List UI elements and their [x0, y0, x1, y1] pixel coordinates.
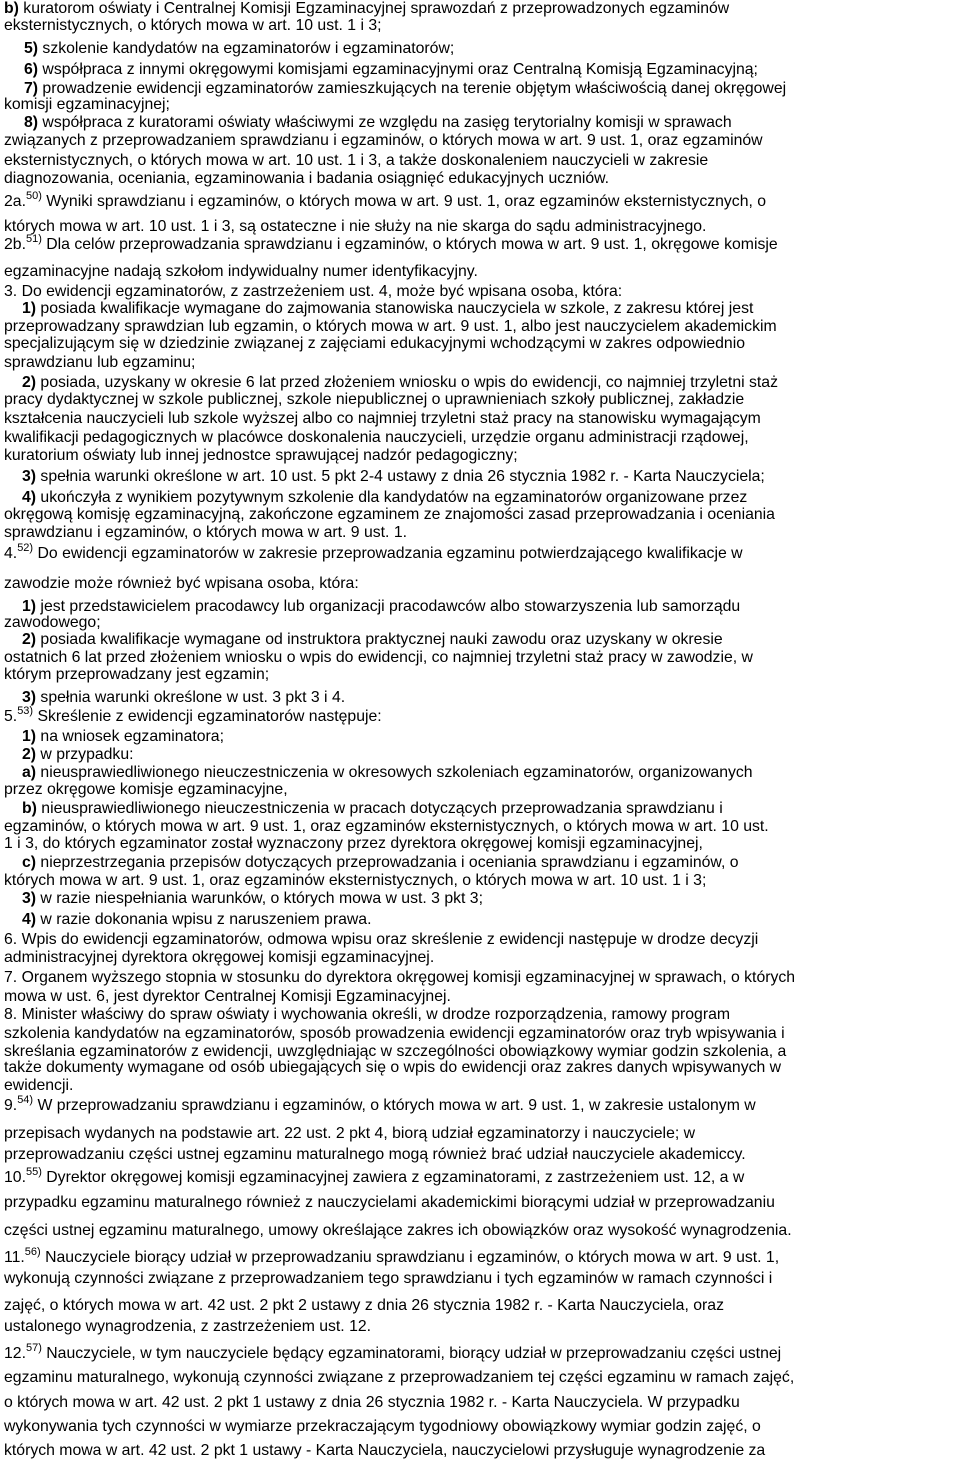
- line-text: Nauczyciele, w tym nauczyciele będący egzaminatorami, biorący udział w przeprowadzaniu części ustnej: [41, 1345, 782, 1362]
- line-text: części ustnej egzaminu maturalnego, umowy określające zakres ich obowiązków oraz wysokość wynagrodzenia.: [4, 1222, 792, 1239]
- text-line: [22, 374, 778, 392]
- text-line: [4, 17, 382, 35]
- item-marker: 4): [22, 489, 37, 506]
- text-line: [24, 114, 732, 132]
- item-marker: b): [4, 0, 19, 17]
- item-marker: c): [22, 854, 37, 871]
- line-text: kwalifikacji pedagogicznych w placówce doskonalenia nauczycieli, urzędzie organu administracji rządowej,: [4, 429, 749, 446]
- text-line: [4, 949, 434, 967]
- line-text: administracyjnej dyrektora okręgowej komisji egzaminacyjnej.: [4, 949, 435, 966]
- text-line: [4, 835, 703, 853]
- line-text: 7. Organem wyższego stopnia w stosunku do dyrektora okręgowej komisji egzaminacyjnej w sprawach, o których: [4, 969, 796, 986]
- text-line: [22, 631, 723, 649]
- line-text: szkolenia kandydatów na egzaminatorów, sposób prowadzenia ewidencji egzaminatorów oraz tryb wpisywania i: [4, 1025, 785, 1042]
- line-text: których mowa w art. 10 ust. 1 i 3, są ostateczne i nie służy na nie skarga do sądu administracyjnego.: [4, 218, 707, 235]
- text-line: [4, 318, 777, 336]
- line-text: egzaminu maturalnego, wykonują czynności związane z przeprowadzaniem tej części egzaminu w ramach zajęć,: [4, 1369, 795, 1386]
- line-text: związanych z przeprowadzaniem sprawdzianu i egzaminów, o których mowa w art. 9 ust. 1, oraz egzaminów: [4, 132, 763, 149]
- line-text: jest przedstawicielem pracodawcy lub organizacji pracodawców albo stowarzyszenia lub samorządu: [36, 598, 741, 615]
- line-text: kuratorom oświaty i Centralnej Komisji Egzaminacyjnej sprawozdań z przeprowadzonych egzaminów: [18, 0, 730, 17]
- text-line: [4, 1222, 792, 1240]
- text-line: [4, 1297, 724, 1315]
- line-text: kuratorium oświaty lub innej jednostce sprawującej nadzór pedagogiczny;: [4, 447, 518, 464]
- line-text: kształcenia nauczycieli lub szkole wyższej albo co najmniej trzyletni staż pracy na stanowisku wymagającym: [4, 410, 761, 427]
- text-line: [4, 391, 744, 409]
- text-line: [4, 1442, 765, 1460]
- line-text: szkolenie kandydatów na egzaminatorów i egzaminatorów;: [38, 40, 455, 57]
- text-line: [22, 728, 224, 746]
- text-line: [4, 1166, 745, 1187]
- line-text: którym przeprowadzany jest egzamin;: [4, 666, 270, 683]
- line-text: zawodzie może również być wpisana osoba, która:: [4, 575, 359, 592]
- text-line: [22, 854, 739, 872]
- text-line: [4, 1125, 695, 1143]
- line-text: w razie dokonania wpisu z naruszeniem prawa.: [36, 911, 372, 928]
- text-line: [4, 1025, 785, 1043]
- line-text: przepisach wydanych na podstawie art. 22 ust. 2 pkt 4, biorą udział egzaminatorzy i nauczyciele; w: [4, 1125, 696, 1142]
- line-text: przeprowadzany sprawdzian lub egzamin, o których mowa w art. 9 ust. 1, albo jest nauczycielem akademickim: [4, 318, 777, 335]
- item-marker: 12.: [4, 1345, 26, 1362]
- item-marker: 7): [24, 80, 39, 97]
- line-text: przez okręgowe komisje egzaminacyjne,: [4, 781, 288, 798]
- text-line: [4, 190, 767, 211]
- line-text: posiada kwalifikacje wymagane od instruktora praktycznej nauki zawodu oraz uzyskany w okresie: [36, 631, 723, 648]
- text-line: [4, 0, 729, 18]
- text-line: [4, 1077, 73, 1095]
- text-line: [22, 746, 134, 764]
- text-line: [4, 96, 170, 114]
- item-marker: 3): [22, 689, 37, 706]
- text-line: [4, 872, 706, 890]
- text-line: [4, 152, 708, 170]
- text-line: [22, 800, 723, 818]
- item-marker: 3): [22, 468, 37, 485]
- line-text: W przeprowadzaniu sprawdzianu i egzaminów, o których mowa w art. 9 ust. 1, w zakresie ustalonym w: [33, 1097, 756, 1114]
- text-line: [22, 300, 753, 318]
- line-text: ewidencji.: [4, 1077, 74, 1094]
- text-line: [24, 40, 454, 58]
- line-text: nieusprawiedliwionego nieuczestniczenia w okresowych szkoleniach egzaminatorów, organizowanych: [36, 764, 753, 781]
- line-text: przypadku egzaminu maturalnego również z nauczycielami akademickimi biorącymi udział w przeprowadzaniu: [4, 1194, 775, 1211]
- text-line: [4, 1270, 772, 1288]
- item-marker: b): [22, 800, 37, 817]
- text-line: [4, 1059, 781, 1077]
- line-text: także dokumenty wymagane od osób ubiegających się o wpis do ewidencji oraz zakres danych wpisywanych w: [4, 1059, 782, 1076]
- item-marker: 5): [24, 40, 39, 57]
- text-line: [22, 489, 747, 507]
- text-line: [4, 988, 451, 1006]
- line-text: nieusprawiedliwionego nieuczestniczenia w pracach dotyczących przeprowadzania sprawdzianu i: [36, 800, 723, 817]
- item-marker: 1): [22, 598, 37, 615]
- line-text: okręgową komisję egzaminacyjną, zakończone egzaminem ze znajomości zasad przeprowadzania i oceniania: [4, 506, 775, 523]
- footnote-ref: 55): [25, 1166, 42, 1178]
- footnote-ref: 51): [25, 233, 42, 245]
- footnote-ref: 52): [17, 542, 34, 554]
- text-line: [22, 689, 345, 707]
- line-text: których mowa w art. 42 ust. 2 pkt 1 ustawy - Karta Nauczyciela, nauczycielowi przysługuje wynagrodzenie za: [4, 1442, 766, 1459]
- line-text: eksternistycznych, o których mowa w art. 10 ust. 1 i 3, a także doskonaleniem nauczycieli w zakresie: [4, 152, 709, 169]
- line-text: Do ewidencji egzaminatorów w zakresie przeprowadzania egzaminu potwierdzającego kwalifikacje w: [33, 545, 743, 562]
- line-text: skreślania egzaminatorów z ewidencji, uwzględniając w szczególności obowiązkowy wymiar godzin szkolenia, a: [4, 1043, 787, 1060]
- text-line: [4, 1342, 782, 1363]
- text-line: [4, 283, 622, 301]
- text-line: [4, 542, 743, 563]
- text-line: [4, 447, 518, 465]
- text-line: [4, 666, 269, 684]
- text-line: [4, 354, 195, 372]
- item-marker: 1): [22, 728, 37, 745]
- text-line: [4, 1006, 730, 1024]
- text-line: [22, 890, 483, 908]
- line-text: nieprzestrzegania przepisów dotyczących przeprowadzania i oceniania sprawdzianu i egzaminów, o: [36, 854, 739, 871]
- item-marker: 8): [24, 114, 39, 131]
- line-text: sprawdzianu lub egzaminu;: [4, 354, 196, 371]
- line-text: w razie niespełniania warunków, o których mowa w ust. 3 pkt 3;: [36, 890, 483, 907]
- text-line: [4, 132, 763, 150]
- text-line: [22, 911, 371, 929]
- line-text: mowa w ust. 6, jest dyrektor Centralnej Komisji Egzaminacyjnej.: [4, 988, 451, 1005]
- line-text: współpraca z kuratorami oświaty właściwymi ze względu na zasięg terytorialny komisji w sprawach: [38, 114, 732, 131]
- line-text: posiada, uzyskany w okresie 6 lat przed złożeniem wniosku o wpis do ewidencji, co najmniej trzyletni staż: [36, 374, 778, 391]
- text-line: [4, 1369, 794, 1387]
- item-marker: 2a.: [4, 193, 26, 210]
- text-line: [4, 506, 775, 524]
- line-text: pracy dydaktycznej w szkole publicznej, szkole niepublicznej o uprawnieniach szkoły publicznej, zakładzie: [4, 391, 745, 408]
- line-text: przeprowadzaniu części ustnej egzaminu maturalnego mogą również brać udział nauczyciele akademiccy.: [4, 1146, 746, 1163]
- line-text: wykonywania tych czynności w wymiarze przekraczającym tygodniowy obowiązkowy wymiar godzin zajęć, o: [4, 1418, 761, 1435]
- text-line: [4, 1094, 756, 1115]
- item-marker: 10.: [4, 1169, 26, 1186]
- line-text: spełnia warunki określone w ust. 3 pkt 3 i 4.: [36, 689, 346, 706]
- text-line: [4, 1146, 746, 1164]
- text-line: [4, 233, 778, 254]
- line-text: komisji egzaminacyjnej;: [4, 96, 170, 113]
- line-text: egzaminów, o których mowa w art. 9 ust. 1, oraz egzaminów eksternistycznych, o których mowa w art. 10 ust.: [4, 818, 769, 835]
- line-text: zawodowego;: [4, 614, 101, 631]
- line-text: eksternistycznych, o których mowa w art. 10 ust. 1 i 3;: [4, 17, 382, 34]
- line-text: 8. Minister właściwy do spraw oświaty i wychowania określi, w drodze rozporządzenia, ramowy program: [4, 1006, 731, 1023]
- line-text: zajęć, o których mowa w art. 42 ust. 2 pkt 2 ustawy z dnia 26 stycznia 1982 r. - Karta Nauczyciela, oraz: [4, 1297, 724, 1314]
- item-marker: a): [22, 764, 37, 781]
- line-text: współpraca z innymi okręgowymi komisjami egzaminacyjnymi oraz Centralną Komisją Egzaminacyjną;: [38, 61, 758, 78]
- text-line: [22, 764, 753, 782]
- item-marker: 5.: [4, 708, 18, 725]
- item-marker: 2): [22, 374, 37, 391]
- text-line: [4, 429, 749, 447]
- line-text: w przypadku:: [36, 746, 134, 763]
- text-line: [4, 705, 382, 726]
- text-line: [4, 1194, 775, 1212]
- footnote-ref: 50): [25, 190, 42, 202]
- line-text: diagnozowania, oceniania, egzaminowania i badania osiągnięć edukacyjnych uczniów.: [4, 170, 610, 187]
- line-text: Skreślenie z ewidencji egzaminatorów następuje:: [33, 708, 382, 725]
- item-marker: 6): [24, 61, 39, 78]
- text-line: [4, 575, 359, 593]
- line-text: 1 i 3, do których egzaminator został wyznaczony przez dyrektora okręgowej komisji egzaminacyjnej,: [4, 835, 703, 852]
- line-text: prowadzenie ewidencji egzaminatorów zamieszkujących na terenie objętym właściwością danej okręgowej: [38, 80, 787, 97]
- footnote-ref: 56): [24, 1246, 41, 1258]
- text-line: [4, 1318, 371, 1336]
- item-marker: 3): [22, 890, 37, 907]
- text-line: [4, 1394, 740, 1412]
- line-text: wykonują czynności związane z przeprowadzaniem tego sprawdzianu i tych egzaminów w ramach czynności i: [4, 1270, 773, 1287]
- text-line: [4, 170, 609, 188]
- item-marker: 1): [22, 300, 37, 317]
- text-line: [24, 61, 758, 79]
- text-line: [22, 468, 765, 486]
- text-line: [4, 649, 753, 667]
- text-line: [4, 969, 795, 987]
- line-text: Dla celów przeprowadzania sprawdzianu i egzaminów, o których mowa w art. 9 ust. 1, okręgowe komisje: [41, 236, 778, 253]
- footnote-ref: 57): [25, 1342, 42, 1354]
- text-line: [4, 614, 101, 632]
- text-line: [4, 524, 407, 542]
- line-text: specjalizującym się w dziedzinie związanej z zajęciami edukacyjnymi wchodzącymi w zakres odpowiednio: [4, 335, 746, 352]
- text-line: [22, 598, 740, 616]
- line-text: 3. Do ewidencji egzaminatorów, z zastrzeżeniem ust. 4, może być wpisana osoba, która:: [4, 283, 623, 300]
- text-line: [4, 931, 758, 949]
- text-line: [4, 218, 706, 236]
- text-line: [4, 335, 745, 353]
- line-text: ustalonego wynagrodzenia, z zastrzeżeniem ust. 12.: [4, 1318, 372, 1335]
- item-marker: 2): [22, 746, 37, 763]
- line-text: Wyniki sprawdzianu i egzaminów, o których mowa w art. 9 ust. 1, oraz egzaminów eksternistycznych, o: [41, 193, 767, 210]
- line-text: 6. Wpis do ewidencji egzaminatorów, odmowa wpisu oraz skreślenie z ewidencji następuje w drodze decyzji: [4, 931, 759, 948]
- line-text: Nauczyciele biorący udział w przeprowadzaniu sprawdzianu i egzaminów, o których mowa w art. 9 ust. 1,: [40, 1249, 780, 1266]
- item-marker: 4.: [4, 545, 18, 562]
- item-marker: 2): [22, 631, 37, 648]
- item-marker: 4): [22, 911, 37, 928]
- line-text: ukończyła z wynikiem pozytywnym szkolenie dla kandydatów na egzaminatorów organizowane przez: [36, 489, 748, 506]
- line-text: posiada kwalifikacje wymagane do zajmowania stanowiska nauczyciela w szkole, z zakresu której jest: [36, 300, 754, 317]
- text-line: [4, 263, 478, 281]
- item-marker: 2b.: [4, 236, 26, 253]
- text-line: [4, 410, 761, 428]
- item-marker: 11.: [4, 1249, 25, 1266]
- item-marker: 9.: [4, 1097, 18, 1114]
- line-text: egzaminacyjne nadają szkołom indywidualny numer identyfikacyjny.: [4, 263, 478, 280]
- line-text: o których mowa w art. 42 ust. 2 pkt 1 ustawy z dnia 26 stycznia 1982 r. - Karta Nauczyciela. W przypadku: [4, 1394, 740, 1411]
- footnote-ref: 53): [17, 705, 34, 717]
- line-text: na wniosek egzaminatora;: [36, 728, 224, 745]
- line-text: spełnia warunki określone w art. 10 ust. 5 pkt 2-4 ustawy z dnia 26 stycznia 1982 r. - Karta Nauczyciela;: [36, 468, 765, 485]
- line-text: sprawdzianu i egzaminów, o których mowa w art. 9 ust. 1.: [4, 524, 407, 541]
- text-line: [4, 1418, 761, 1436]
- text-line: [4, 818, 769, 836]
- footnote-ref: 54): [17, 1094, 34, 1106]
- text-line: [4, 1246, 780, 1267]
- line-text: ostatnich 6 lat przed złożeniem wniosku o wpis do ewidencji, co najmniej trzyletni staż pracy w zawodzie, w: [4, 649, 753, 666]
- line-text: Dyrektor okręgowej komisji egzaminacyjnej zawiera z egzaminatorami, z zastrzeżeniem ust. 12, a w: [41, 1169, 745, 1186]
- text-line: [4, 781, 288, 799]
- line-text: których mowa w art. 9 ust. 1, oraz egzaminów eksternistycznych, o których mowa w art. 10 ust. 1 i 3;: [4, 872, 707, 889]
